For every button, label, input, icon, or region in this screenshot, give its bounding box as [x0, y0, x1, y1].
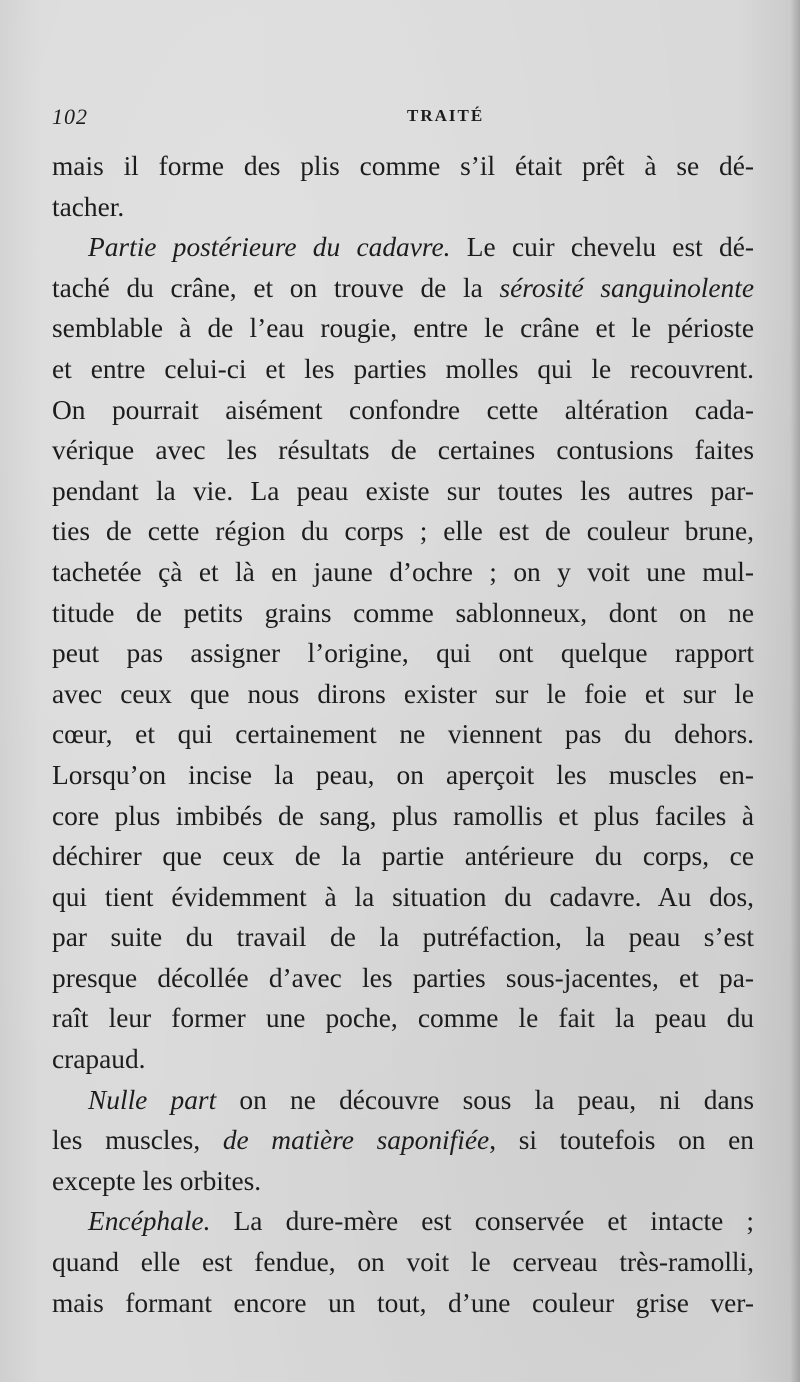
text-line: titude de petits grains comme sablonneux, dont on ne [52, 597, 754, 628]
running-head: TRAITÉ [407, 106, 485, 125]
page-header [52, 104, 752, 132]
text-line: Lorsqu’on incise la peau, on aperçoit les muscles en- [52, 759, 754, 790]
text-line: mais il forme des plis comme s’il était prêt à se dé- [52, 151, 754, 181]
text-line: semblable à de l’eau rougie, entre le crâne et le périoste [52, 313, 754, 344]
text-line [52, 1120, 754, 1161]
text-fragment: on ne découvre sous la peau, ni dans [216, 1084, 754, 1115]
text-line: ties de cette région du corps ; elle est de couleur brune, [52, 516, 754, 547]
page-edge-shadow [790, 0, 800, 1382]
page-number: 102 [52, 104, 88, 129]
body-text [52, 146, 754, 1323]
text-line: peut pas assigner l’origine, qui ont quelque rapport [52, 638, 754, 669]
text-line: qui tient évidemment à la situation du cadavre. Au dos, [52, 881, 754, 912]
emphasis-nulle-part: Nulle part [88, 1084, 217, 1115]
emphasis-matiere-saponifiee: de matière saponifiée [222, 1125, 490, 1156]
text-line: tachetée çà et là en jaune d’ochre ; on y voit une mul- [52, 556, 754, 587]
text-fragment: La dure-mère est conservée et intacte ; [210, 1206, 754, 1237]
text-line: vérique avec les résultats de certaines contusions faites [52, 435, 754, 466]
text-fragment: taché du crâne, et on trouve de la [52, 272, 500, 303]
text-fragment: les muscles, [52, 1125, 223, 1156]
text-line: pendant la vie. La peau existe sur toutes les autres par- [52, 475, 754, 506]
text-line: raît leur former une poche, comme le fait la peau du [52, 1003, 754, 1034]
text-line [52, 1201, 754, 1242]
text-line: mais formant encore un tout, d’une couleur grise ver- [52, 1287, 754, 1318]
text-line: par suite du travail de la putréfaction, la peau s’est [52, 922, 754, 953]
section-heading-partie-posterieure: Partie postérieure du cadavre. [88, 232, 451, 263]
text-line: presque décollée d’avec les parties sous-jacentes, et pa- [52, 962, 754, 993]
text-line: déchirer que ceux de la partie antérieure du corps, ce [52, 841, 754, 872]
text-line: et entre celui-ci et les parties molles qui le recouvrent. [52, 353, 754, 384]
text-line: On pourrait aisément confondre cette altération cada- [52, 394, 754, 425]
text-line [52, 1080, 754, 1121]
text-line: tacher. [52, 191, 125, 222]
section-heading-encephale: Encéphale. [88, 1206, 211, 1237]
text-line: quand elle est fendue, on voit le cerveau très-ramolli, [52, 1247, 754, 1278]
text-line: excepte les orbites. [52, 1165, 262, 1196]
text-line [52, 227, 754, 268]
text-line: avec ceux que nous dirons exister sur le foie et sur le [52, 678, 754, 709]
text-fragment: Le cuir chevelu est dé- [450, 232, 755, 263]
text-line [52, 268, 754, 309]
text-fragment: , si toutefois on en [489, 1125, 754, 1156]
emphasis-serosite: sérosité sanguinolente [499, 272, 754, 303]
text-line: crapaud. [52, 1044, 146, 1075]
text-line: core plus imbibés de sang, plus ramollis et plus faciles à [52, 800, 754, 831]
text-line: cœur, et qui certainement ne viennent pas du dehors. [52, 719, 754, 750]
